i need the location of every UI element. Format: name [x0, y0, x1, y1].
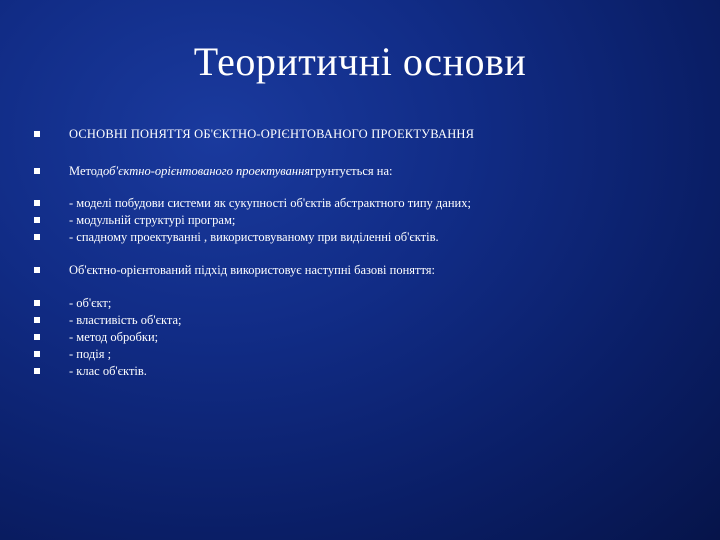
square-bullet-icon [34, 168, 40, 174]
square-bullet-icon [34, 334, 40, 340]
bullet-item-property [34, 311, 694, 329]
bullet-item-class [34, 362, 694, 380]
bullet-item-method [34, 162, 694, 180]
method-text-after: грунтується на: [310, 164, 393, 178]
method-text-before: Метод [69, 164, 104, 178]
bullet-item-heading [34, 125, 694, 143]
square-bullet-icon [34, 200, 40, 206]
heading-text: ОСНОВНІ ПОНЯТТЯ ОБ'ЄКТНО-ОРІЄНТОВАНОГО ПРОЕКТУВАННЯ [69, 127, 475, 141]
bullet-item-approach [34, 261, 694, 279]
list-item-text: - подія ; [69, 347, 112, 361]
square-bullet-icon [34, 267, 40, 273]
square-bullet-icon [34, 351, 40, 357]
bullet-item-event [34, 345, 694, 363]
list-item-text: Об'єктно-орієнтований підхід використовує наступні базові поняття: [69, 263, 435, 277]
square-bullet-icon [34, 317, 40, 323]
bullet-item-method-processing [34, 328, 694, 346]
square-bullet-icon [34, 300, 40, 306]
list-item-text: - метод обробки; [69, 330, 159, 344]
square-bullet-icon [34, 217, 40, 223]
slide-title: Теоритичні основи [193, 39, 527, 84]
square-bullet-icon [34, 368, 40, 374]
list-item-text: - властивість об'єкта; [69, 313, 182, 327]
method-text-italic: об'єктно-орієнтованого проектування [103, 164, 311, 178]
list-item-text: - клас об'єктів. [69, 364, 147, 378]
list-item-text: - об'єкт; [69, 296, 112, 310]
list-item-text: - спадному проектуванні , використовуваному при виділенні об'єктів. [69, 230, 439, 244]
square-bullet-icon [34, 131, 40, 137]
bullet-item-modular [34, 211, 694, 229]
square-bullet-icon [34, 234, 40, 240]
list-item-text: - модульній структурі програм; [69, 213, 236, 227]
list-item-text: - моделі побудови системи як сукупності об'єктів абстрактного типу даних; [69, 196, 471, 210]
bullet-item-model [34, 194, 694, 212]
bullet-item-object [34, 294, 694, 312]
bullet-item-topdown [34, 228, 694, 246]
